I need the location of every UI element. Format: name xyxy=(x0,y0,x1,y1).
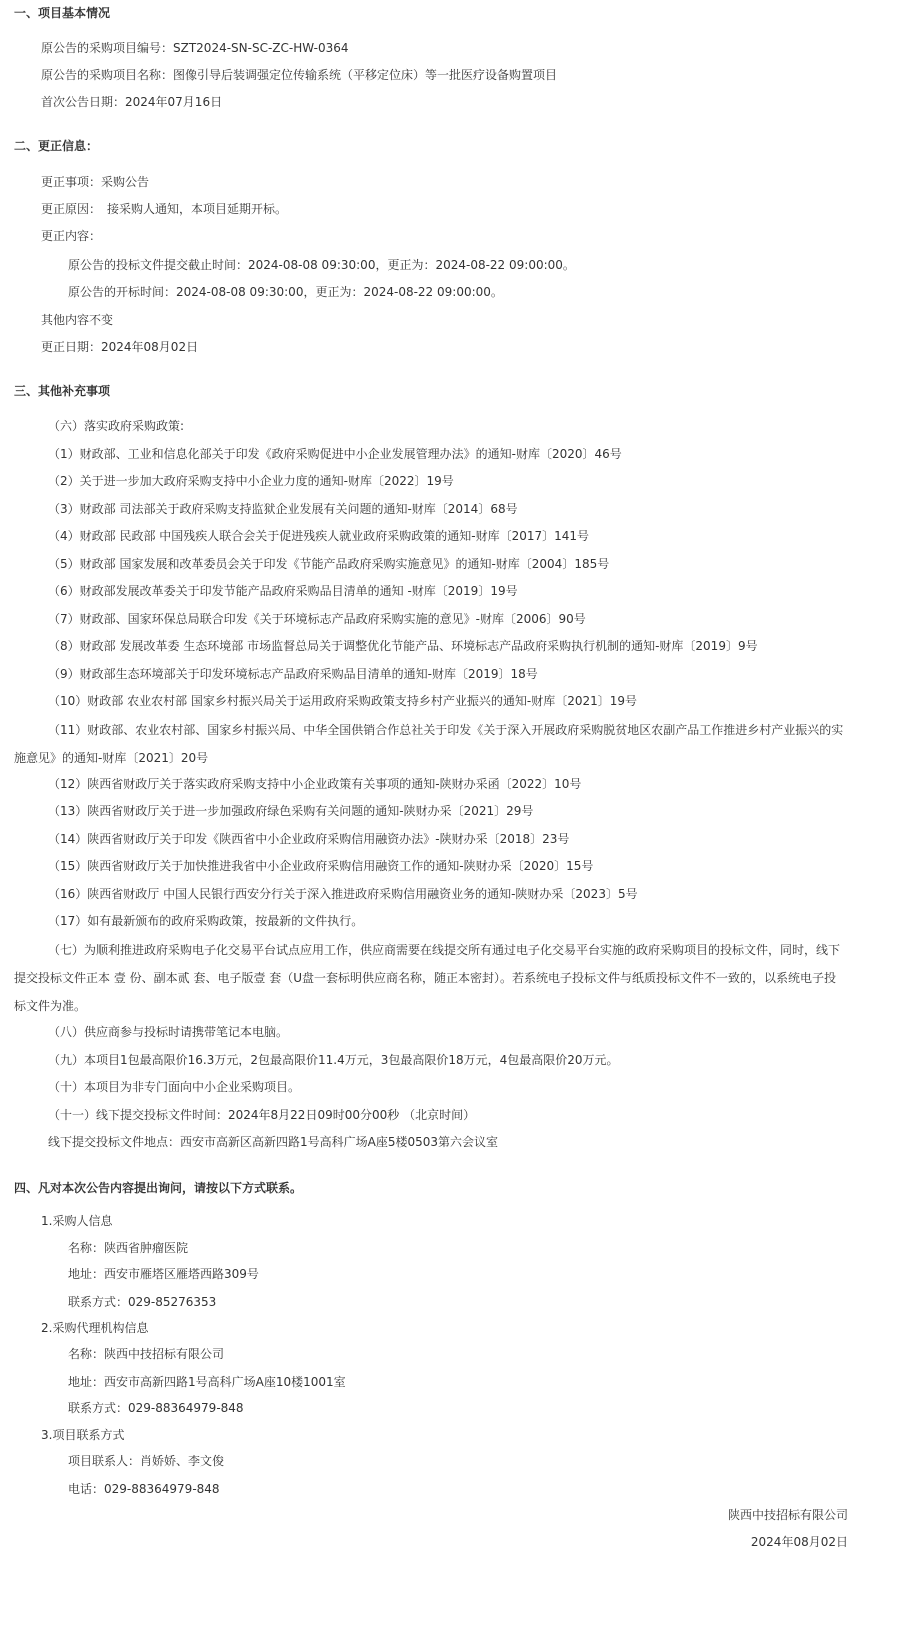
correction-reason: 更正原因： 接采购人通知，本项目延期开标。 xyxy=(41,202,288,216)
buyer-contact: 联系方式：029-85276353 xyxy=(68,1295,217,1309)
section-4-heading: 四、凡对本次公告内容提出询问，请按以下方式联系。 xyxy=(14,1181,303,1195)
project-contact-title: 3.项目联系方式 xyxy=(41,1428,125,1442)
section-3-heading: 三、其他补充事项 xyxy=(14,384,111,398)
agency-contact: 联系方式：029-88364979-848 xyxy=(68,1401,244,1415)
other-content-unchanged: 其他内容不变 xyxy=(41,313,114,327)
agency-name: 名称：陕西中技招标有限公司 xyxy=(68,1347,225,1361)
correction-item: 更正事项：采购公告 xyxy=(41,175,150,189)
policy-item: （10）财政部 农业农村部 国家乡村振兴局关于运用政府采购政策支持乡村产业振兴的通知-财库〔2021〕19号 xyxy=(48,694,638,708)
buyer-info-title: 1.采购人信息 xyxy=(41,1214,113,1228)
buyer-address: 地址：西安市雁塔区雁塔西路309号 xyxy=(68,1267,259,1281)
policy-intro: （六）落实政府采购政策: xyxy=(48,419,185,433)
policy-item: （14）陕西省财政厅关于印发《陕西省中小企业政府采购信用融资办法》-陕财办采〔2018〕23号 xyxy=(48,832,570,846)
first-announcement-date: 首次公告日期：2024年07月16日 xyxy=(41,95,223,109)
policy-item: （16）陕西省财政厅 中国人民银行西安分行关于深入推进政府采购信用融资业务的通知-陕财办采〔2023〕5号 xyxy=(48,887,638,901)
project-contact-phone: 电话：029-88364979-848 xyxy=(68,1482,220,1496)
policy-item: （2）关于进一步加大政府采购支持中小企业力度的通知-财库〔2022〕19号 xyxy=(48,474,454,488)
agency-info-title: 2.采购代理机构信息 xyxy=(41,1321,149,1335)
correction-content-label: 更正内容： xyxy=(41,229,102,243)
buyer-name: 名称：陕西省肿瘤医院 xyxy=(68,1241,189,1255)
correction-content-deadline: 原公告的投标文件提交截止时间：2024-08-08 09:30:00，更正为：2024-08-22 09:00:00。 xyxy=(68,258,575,272)
policy-item: （5）财政部 国家发展和改革委员会关于印发《节能产品政府采购实施意见》的通知-财库〔2004〕185号 xyxy=(48,557,610,571)
electronic-bidding-notice: （七）为顺利推进政府采购电子化交易平台试点应用工作，供应商需要在线提交所有通过电子化交易平台实施的政府采购项目的投标文件，同时，线下提交投标文件正本 壹 份、副本贰 套、电子版壹 套（U盘一套标明供应商名称，随正本密封）。若系统电子投标文件与纸质投标文件不一致的，以系统电子投标文件为准。 xyxy=(14,943,841,1013)
footer-date: 2024年08月02日 xyxy=(750,1535,848,1549)
offline-submission-location: 线下提交投标文件地点：西安市高新区高新四路1号高科广场A座5楼0503第六会议室 xyxy=(48,1135,499,1149)
policy-item-11: （11）财政部、农业农村部、国家乡村振兴局、中华全国供销合作总社关于印发《关于深入开展政府采购脱贫地区农副产品工作推进乡村产业振兴的实施意见》的通知-财库〔2021〕20号 xyxy=(14,723,844,765)
policy-item: （3）财政部 司法部关于政府采购支持监狱企业发展有关问题的通知-财库〔2014〕68号 xyxy=(48,502,518,516)
original-project-name: 原公告的采购项目名称：图像引导后装调强定位传输系统（平移定位床）等一批医疗设备购置项目 xyxy=(41,68,558,82)
offline-submission-time: （十一）线下提交投标文件时间：2024年8月22日09时00分00秒 （北京时间） xyxy=(48,1108,476,1122)
policy-item: （8）财政部 发展改革委 生态环境部 市场监督总局关于调整优化节能产品、环境标志产品政府采购执行机制的通知-财库〔2019〕9号 xyxy=(48,639,758,653)
policy-item: （12）陕西省财政厅关于落实政府采购支持中小企业政策有关事项的通知-陕财办采函〔2022〕10号 xyxy=(48,777,582,791)
policy-item: （1）财政部、工业和信息化部关于印发《政府采购促进中小企业发展管理办法》的通知-财库〔2020〕46号 xyxy=(48,447,622,461)
footer-company: 陕西中技招标有限公司 xyxy=(727,1508,848,1522)
correction-date: 更正日期：2024年08月02日 xyxy=(41,340,199,354)
policy-item: （4）财政部 民政部 中国残疾人联合会关于促进残疾人就业政府采购政策的通知-财库〔2017〕141号 xyxy=(48,529,590,543)
laptop-notice: （八）供应商参与投标时请携带笔记本电脑。 xyxy=(48,1025,289,1039)
sme-notice: （十）本项目为非专门面向中小企业采购项目。 xyxy=(48,1080,301,1094)
project-contact-person: 项目联系人：肖娇娇、李文俊 xyxy=(68,1454,225,1468)
original-project-number: 原公告的采购项目编号：SZT2024-SN-SC-ZC-HW-0364 xyxy=(41,41,349,55)
policy-item: （6）财政部发展改革委关于印发节能产品政府采购品目清单的通知 -财库〔2019〕19号 xyxy=(48,584,518,598)
section-2-heading: 二、更正信息： xyxy=(14,139,99,153)
policy-item: （13）陕西省财政厅关于进一步加强政府绿色采购有关问题的通知-陕财办采〔2021〕29号 xyxy=(48,804,534,818)
policy-item: （9）财政部生态环境部关于印发环境标志产品政府采购品目清单的通知-财库〔2019〕18号 xyxy=(48,667,538,681)
policy-item: （7）财政部、国家环保总局联合印发《关于环境标志产品政府采购实施的意见》-财库〔2006〕90号 xyxy=(48,612,586,626)
section-1-heading: 一、项目基本情况 xyxy=(14,6,111,20)
agency-address: 地址：西安市高新四路1号高科广场A座10楼1001室 xyxy=(68,1375,346,1389)
price-limit-notice: （九）本项目1包最高限价16.3万元，2包最高限价11.4万元，3包最高限价18万元，4包最高限价20万元。 xyxy=(48,1053,619,1067)
policy-item: （17）如有最新颁布的政府采购政策，按最新的文件执行。 xyxy=(48,914,364,928)
policy-item: （15）陕西省财政厅关于加快推进我省中小企业政府采购信用融资工作的通知-陕财办采〔2020〕15号 xyxy=(48,859,594,873)
correction-content-opening: 原公告的开标时间：2024-08-08 09:30:00，更正为：2024-08-22 09:00:00。 xyxy=(68,285,503,299)
